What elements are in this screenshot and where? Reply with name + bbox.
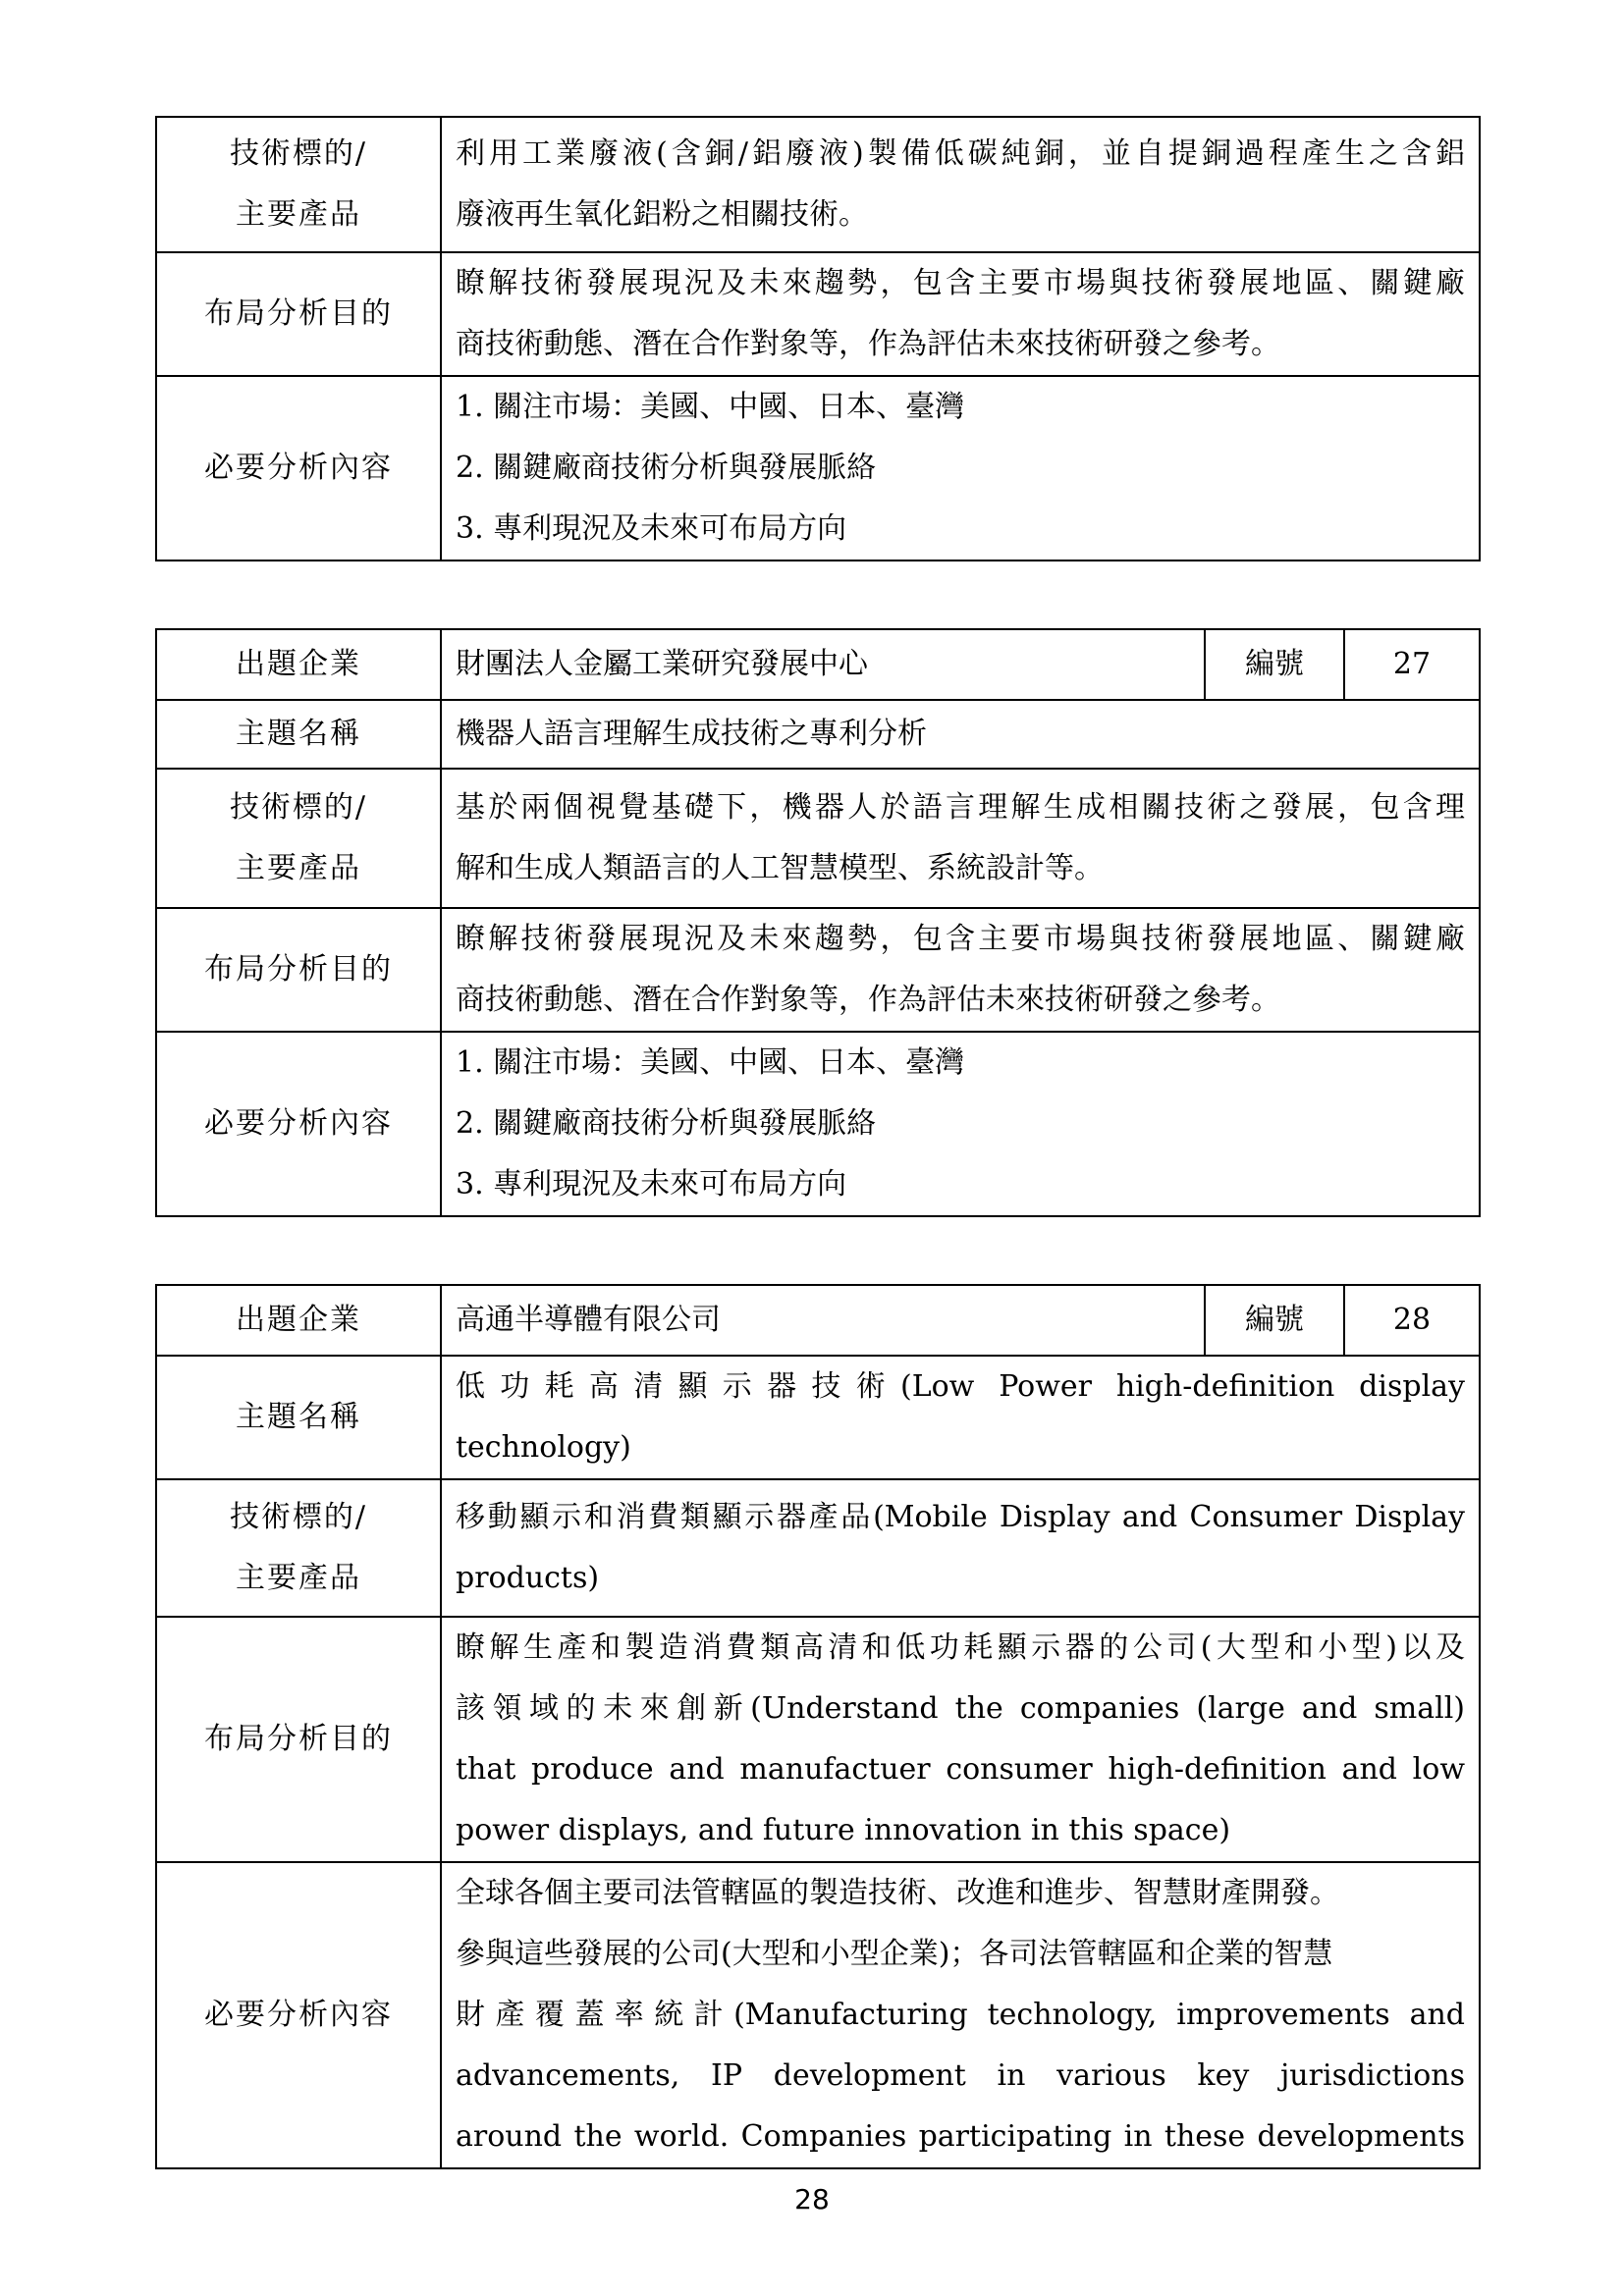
company-row (156, 629, 1480, 700)
number-value: 27 (1344, 629, 1480, 700)
purpose-label: 布局分析目的 (156, 1617, 441, 1862)
topic-label: 主題名稱 (156, 1356, 441, 1479)
topic-table-27 (155, 628, 1481, 1217)
analysis-label: 必要分析內容 (156, 376, 441, 561)
list-item: 1. 關注市場：美國、中國、日本、臺灣 (456, 1045, 965, 1080)
company-label: 出題企業 (156, 629, 441, 700)
number-value: 28 (1344, 1285, 1480, 1356)
purpose-row (156, 908, 1480, 1032)
tech-target-value: 利用工業廢液(含銅/鋁廢液)製備低碳純銅，並自提銅過程產生之含鋁 廢液再生氧化鋁粉之相關技術。 (441, 117, 1480, 252)
tech-target-label: 技術標的/ 主要產品 (156, 117, 441, 252)
topic-label: 主題名稱 (156, 700, 441, 769)
analysis-row (156, 1032, 1480, 1216)
analysis-row (156, 376, 1480, 561)
tech-target-value: 基於兩個視覺基礎下，機器人於語言理解生成相關技術之發展，包含理 解和生成人類語言的人工智慧模型、系統設計等。 (441, 769, 1480, 908)
topic-row (156, 700, 1480, 769)
list-item: 1. 關注市場：美國、中國、日本、臺灣 (456, 390, 965, 424)
number-label: 編號 (1205, 1285, 1344, 1356)
purpose-label: 布局分析目的 (156, 908, 441, 1032)
tech-target-row (156, 1479, 1480, 1617)
analysis-value: 全球各個主要司法管轄區的製造技術、改進和進步、智慧財產開發。 參與這些發展的公司(大型和小型企業)；各司法管轄區和企業的智慧 財產覆蓋率統計(Manufacturing technology, improvements and advancements, IP development in various key jurisdictions around the world. Companies participating in these developments (441, 1862, 1480, 2168)
purpose-row (156, 252, 1480, 376)
list-item: 2. 關鍵廠商技術分析與發展脈絡 (456, 1106, 877, 1141)
topic-row (156, 1356, 1480, 1479)
page-number: 28 (794, 2183, 830, 2216)
tech-target-row (156, 769, 1480, 908)
company-value: 財團法人金屬工業研究發展中心 (441, 629, 1205, 700)
tech-target-value: 移動顯示和消費類顯示器產品(Mobile Display and Consumer Display products) (441, 1479, 1480, 1617)
topic-value: 低功耗高清顯示器技術(Low Power high-definition display technology) (441, 1356, 1480, 1479)
analysis-row (156, 1862, 1480, 2168)
tech-target-label: 技術標的/ 主要產品 (156, 769, 441, 908)
list-item: 2. 關鍵廠商技術分析與發展脈絡 (456, 451, 877, 485)
company-value: 高通半導體有限公司 (441, 1285, 1205, 1356)
company-label: 出題企業 (156, 1285, 441, 1356)
purpose-value: 瞭解技術發展現況及未來趨勢，包含主要市場與技術發展地區、關鍵廠 商技術動態、潛在合作對象等，作為評估未來技術研發之參考。 (441, 252, 1480, 376)
purpose-value: 瞭解生產和製造消費類高清和低功耗顯示器的公司(大型和小型)以及 該領域的未來創新(Understand the companies (large and small) that produce and manufactuer consumer high-definition and low power displays, and future innovation in this space) (441, 1617, 1480, 1862)
tech-target-label: 技術標的/ 主要產品 (156, 1479, 441, 1617)
topic-value: 機器人語言理解生成技術之專利分析 (441, 700, 1480, 769)
purpose-row (156, 1617, 1480, 1862)
purpose-label: 布局分析目的 (156, 252, 441, 376)
purpose-value: 瞭解技術發展現況及未來趨勢，包含主要市場與技術發展地區、關鍵廠 商技術動態、潛在合作對象等，作為評估未來技術研發之參考。 (441, 908, 1480, 1032)
analysis-value (441, 376, 1480, 561)
analysis-value (441, 1032, 1480, 1216)
topic-table-28 (155, 1284, 1481, 2169)
list-item: 3. 專利現況及未來可布局方向 (456, 511, 847, 546)
number-label: 編號 (1205, 629, 1344, 700)
analysis-label: 必要分析內容 (156, 1862, 441, 2168)
list-item: 3. 專利現況及未來可布局方向 (456, 1167, 847, 1201)
analysis-label: 必要分析內容 (156, 1032, 441, 1216)
topic-table-continued (155, 116, 1481, 561)
company-row (156, 1285, 1480, 1356)
tech-target-row (156, 117, 1480, 252)
